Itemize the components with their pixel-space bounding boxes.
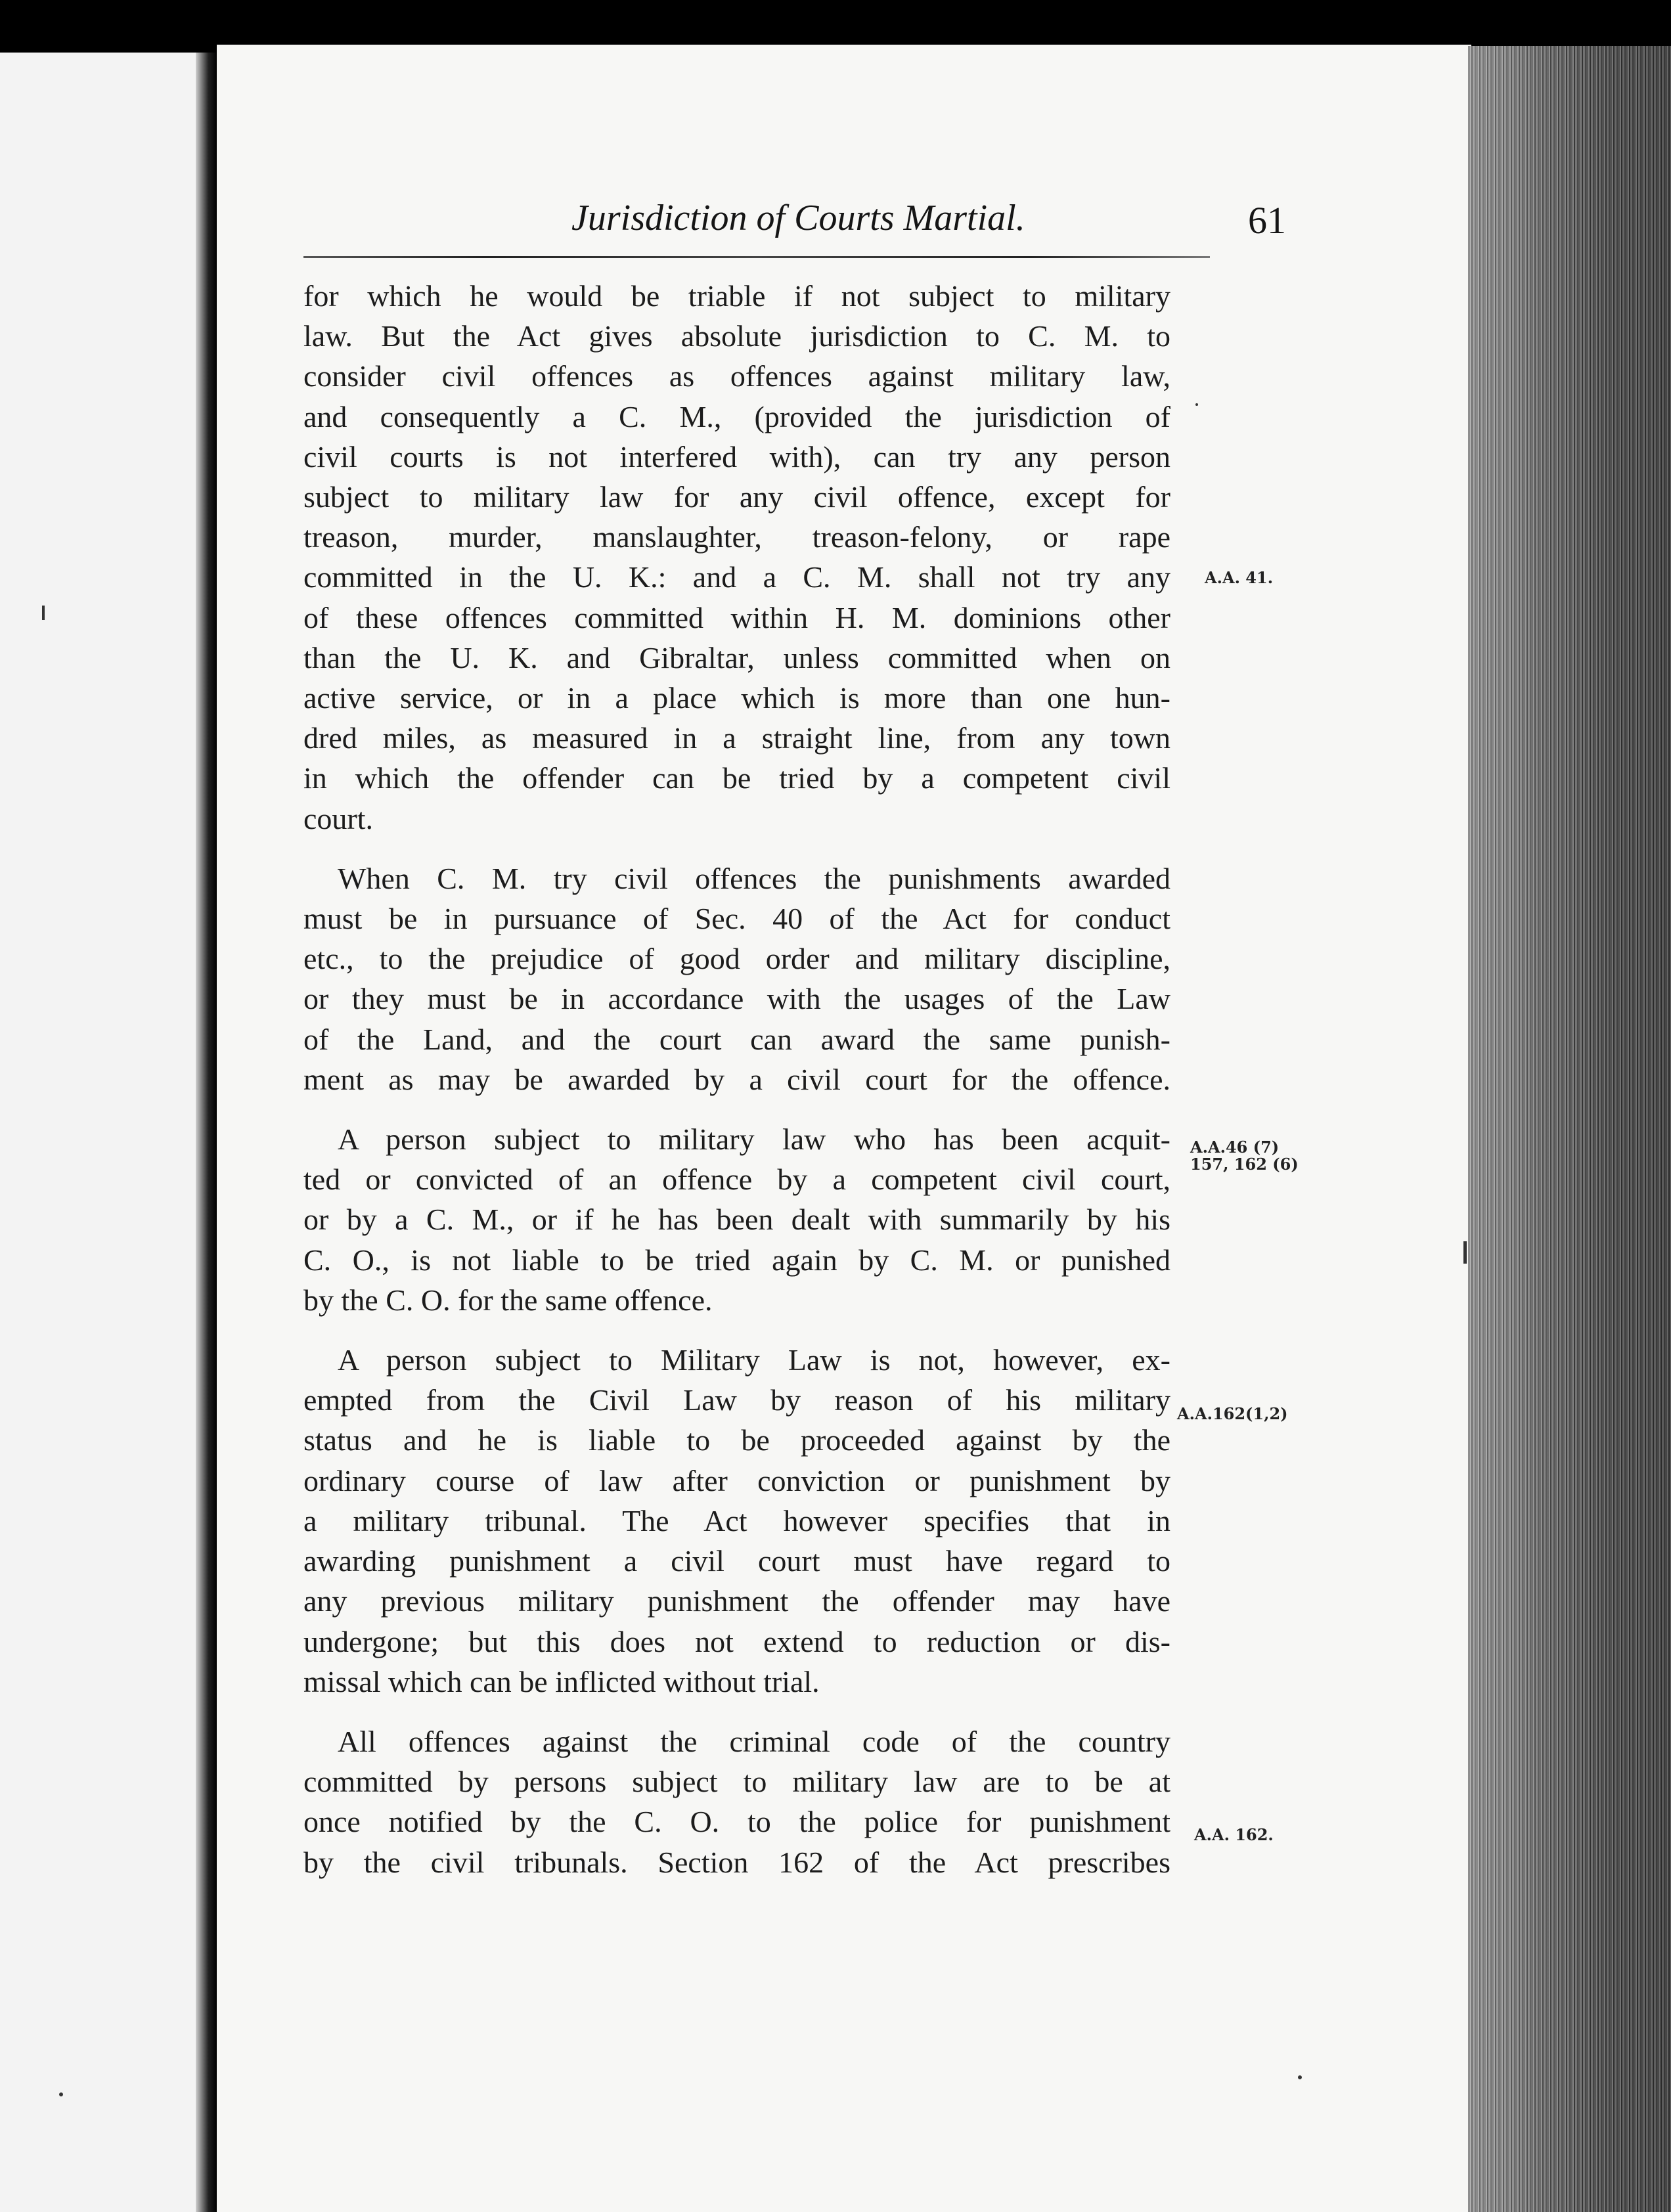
text-line: active service, or in a place which is more than one hun- [303,681,1170,715]
text-line: etc., to the prejudice of good order and military discipline, [303,942,1170,976]
page-number: 61 [1248,199,1286,242]
margin-note [1190,1139,1299,1173]
margin-note [1177,1394,1288,1434]
text-line: awarding punishment a civil court must have regard to [303,1544,1170,1578]
text-line: or by a C. M., or if he has been dealt with summarily by his [303,1203,1170,1237]
text-line: in which the offender can be tried by a competent civil [303,761,1170,795]
text-line: dred miles, as measured in a straight line, from any town [303,721,1170,755]
text-line: law. But the Act gives absolute jurisdiction to C. M. to [303,319,1170,353]
text-line: status and he is liable to be proceeded against by the [303,1423,1170,1457]
text-line: undergone; but this does not extend to reduction or dis- [303,1624,1170,1658]
text-line: than the U. K. and Gibraltar, unless committed when on [303,640,1170,675]
header-rule [303,256,1210,258]
text-line: When C. M. try civil offences the punishments awarded [338,861,1170,895]
text-line: treason, murder, manslaughter, treason-felony, or rape [303,520,1170,554]
text-line: committed by persons subject to military law are to be at [303,1765,1170,1799]
text-line: missal which can be inflicted without trial. [303,1664,820,1698]
margin-note-line: A.A.162(1,2) [1177,1404,1288,1424]
text-line: C. O., is not liable to be tried again by C. M. or punished [303,1243,1170,1277]
margin-note [1194,1815,1274,1855]
text-line: of these offences committed within H. M. dominions other [303,600,1170,634]
margin-note-line: A.A.46 (7) [1190,1138,1280,1157]
text-line: and consequently a C. M., (provided the jurisdiction of [303,399,1170,433]
paragraph [303,1721,1274,1882]
text-line: by the civil tribunals. Section 162 of the Act prescribes [303,1845,1170,1879]
margin-note-line: 157, 162 (6) [1190,1155,1299,1174]
text-line: any previous military punishment the offender may have [303,1584,1170,1618]
text-line: committed in the U. K.: and a C. M. shall not try any [303,560,1170,594]
text-line: ordinary course of law after conviction or punishment by [303,1463,1170,1497]
margin-note-line: A.A. 162. [1194,1825,1274,1844]
scan-speck [1195,403,1198,406]
text-line: once notified by the C. O. to the police for punishment [303,1805,1170,1839]
scan-speck [42,606,45,620]
text-line: or they must be in accordance with the usages of the Law [303,982,1170,1016]
text-line: court. [303,801,374,835]
margin-note [1205,558,1273,598]
paragraph [303,1340,1288,1702]
book-gutter [196,53,217,2212]
text-line: A person subject to Military Law is not, however, ex- [338,1343,1170,1377]
paragraph [303,1119,1299,1320]
text-line: subject to military law for any civil offence, except for [303,480,1170,514]
page-edges [1468,46,1671,2212]
text-line: empted from the Civil Law by reason of his military [303,1383,1170,1417]
text-line: ment as may be awarded by a civil court for the offence. [303,1062,1170,1096]
running-head [302,197,1301,250]
text-line: a military tribunal. The Act however specifies that in [303,1503,1170,1537]
running-title: Jurisdiction of Courts Martial. [571,198,1025,238]
text-line: for which he would be triable if not subject to military [303,279,1170,313]
body-text [303,276,1299,1882]
facing-page [0,53,210,2212]
paragraph [303,276,1274,839]
text-line: ted or convicted of an offence by a competent civil court, [303,1162,1170,1197]
text-line: must be in pursuance of Sec. 40 of the Act for conduct [303,902,1170,936]
text-line: consider civil offences as offences against military law, [303,359,1170,393]
text-line: of the Land, and the court can award the same punish- [303,1022,1170,1056]
scan-speck [59,2092,63,2096]
text-line: A person subject to military law who has been acquit- [338,1122,1170,1157]
text-line: All offences against the criminal code of the country [338,1724,1170,1758]
scan-speck [1298,2075,1302,2079]
text-line: by the C. O. for the same offence. [303,1283,713,1317]
paragraph [303,858,1170,1099]
margin-note-line: A.A. 41. [1205,568,1274,587]
text-line: civil courts is not interfered with), can try any person [303,439,1170,474]
scan-speck [1463,1241,1467,1264]
